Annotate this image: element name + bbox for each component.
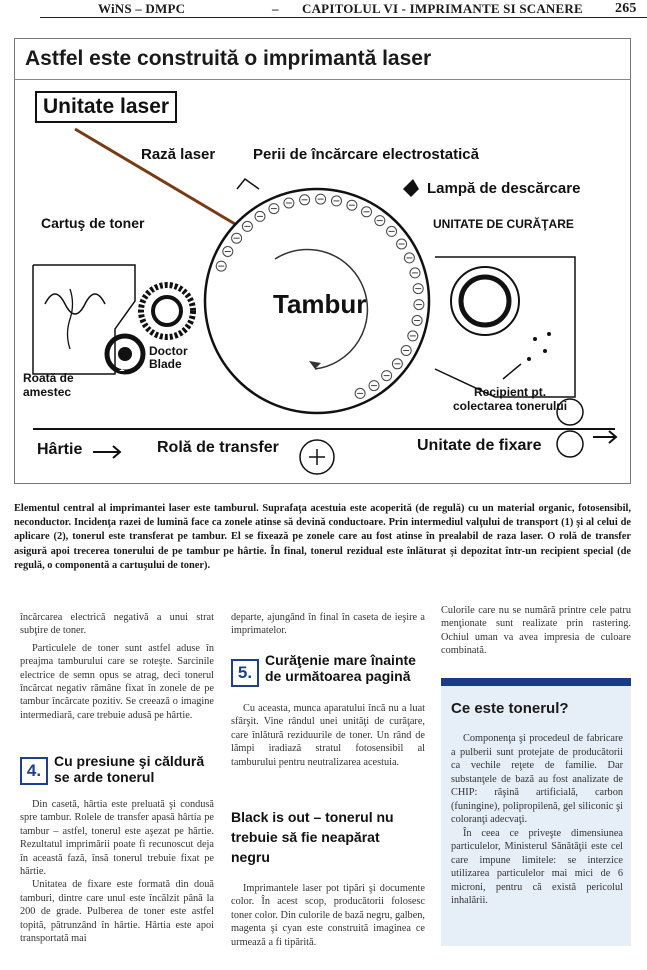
column-3 — [441, 604, 631, 658]
running-header — [40, 0, 647, 16]
paragraph: În ceea ce priveşte dimensiunea particulelor, Ministerul Sănătăţii este cel care impune limitele: se interzice utilizarea particulelor mai mici de 6 microni, pentru că există pericolul inhalării. — [451, 827, 623, 906]
application-roller — [141, 285, 193, 337]
sidebar-box — [441, 678, 631, 946]
section-number-5: 5. — [231, 659, 259, 687]
column-2-body-2 — [231, 882, 425, 949]
sidebar-body — [451, 732, 623, 908]
header-chapter: CAPITOLUL VI - IMPRIMANTE SI SCANERE — [302, 1, 583, 16]
figure-title: Astfel este construită o imprimantă laser — [25, 47, 432, 70]
column-1 — [20, 611, 214, 722]
laser-ray-line — [75, 129, 235, 224]
figure-caption: Elementul central al imprimantei laser este tamburul. Suprafaţa acestuia este acoperită (de regulă) cu un material organic, fotosensibil, neconductor. Incidenţa razei de lumină face ca zonele atinse să devină conductoare. Prin intermediul valţului de transport (1) şi al celui de aplicare (2), tonerul este transferat pe tambur. El se fixează pe zonele care au fost atinse în prealabil de raza laser. O rolă de transfer asigură apoi trecerea tonerului de pe tambur pe hârtie. În final, tonerul rezidual este înlăturat şi depozitat într-un recipient special (de regulă, o componentă a cartuşului de toner). — [14, 503, 631, 571]
paragraph: Unitatea de fixare este formată din două tamburi, dintre care unul este încălzit până la 200 de grade. Pulberea de toner este astfel topită, pătrunzând în hârtie. Hârtia este apoi transportată mai — [20, 879, 214, 945]
laser-unit-label: Unitate laser — [35, 91, 177, 123]
section-4-title: Cu presiune şi căldură se arde tonerul — [54, 753, 205, 785]
paragraph: Imprimantele laser pot tipări şi documente color. În acest scop, producătorii folosesc toner color. Din culorile de bază negru, galben, magenta şi cyan este construită imaginea ce urmează a fi tipărită. — [231, 883, 425, 948]
column-1-continued — [20, 798, 214, 945]
paragraph: Cu aceasta, munca aparatului încă nu a luat sfârşit. Vine rândul unei unităţi de curăţare, care înlătură reziduurile de toner. Un rând de lămpi iradiază stratul fotosensibil al tamburului pentru neutralizarea acestuia. — [231, 703, 425, 768]
charge-brushes-label: Perii de încărcare electrostatică — [253, 146, 479, 163]
paragraph: departe, ajungând în final în caseta de ieşire a imprimatelor. — [231, 612, 425, 637]
waste-arrow — [503, 364, 521, 379]
page-number: 265 — [615, 1, 637, 16]
header-rule — [40, 17, 647, 18]
column-2 — [231, 611, 425, 638]
fuser-unit-label: Unitate de fixare — [417, 437, 542, 454]
doctor-blade-label: Doctor Blade — [149, 344, 188, 371]
discharge-lamp-label: Lampă de descărcare — [427, 180, 581, 197]
cleaning-unit-outline — [435, 257, 575, 397]
paragraph: Componenţa şi procedeul de fabricare a pulberii sunt protejate de producătorii ca vechile reţete de familie. Dar substanţele de bază au fost analizate de CHIP: răşină artificială, carbon (funingine), polipropilenă, gel siliconic şi coloranţi adecvaţi. — [451, 733, 623, 825]
paper-label: Hârtie — [37, 441, 83, 458]
section-5-title: Curăţenie mare înainte de următoarea pagină — [265, 652, 416, 684]
header-separator: – — [272, 1, 279, 16]
sidebar-top-bar — [441, 678, 631, 686]
roller-number-1: 1 — [119, 363, 125, 374]
paragraph: Din casetă, hârtia este preluată şi condusă spre tambur. Rolele de transfer apasă hârtia pe tambur – astfel, tonerul este aşezat pe hârtie. Rezultatul imprimării poate fi recunoscut deja în această fază, însă tonerul trebuie fixat pe hârtie. — [20, 799, 214, 878]
section-number-4: 4. — [20, 757, 48, 785]
cleaning-unit-label: UNITATE DE CURĂŢARE — [433, 217, 574, 231]
laser-ray-label: Rază laser — [141, 146, 216, 163]
waste-container-label: Recipient pt. colectarea tonerului — [453, 385, 568, 413]
section-6-title: Black is out – tonerul nu trebuie să fie neapărat negru — [231, 809, 394, 865]
sidebar-title: Ce este tonerul? — [451, 700, 569, 717]
paragraph: încărcarea electrică negativă a unui strat subţire de toner. — [20, 612, 214, 637]
column-2-body — [231, 702, 425, 769]
toner-cartridge-label: Cartuş de toner — [41, 215, 145, 231]
drum-label: Tambur — [273, 289, 367, 319]
header-brand: WiNS – DMPC — [98, 1, 186, 16]
discharge-lamp-shape — [403, 179, 419, 197]
laser-printer-figure — [14, 38, 631, 484]
toner-wave — [45, 294, 105, 314]
transfer-roller-label: Rolă de transfer — [157, 439, 279, 456]
fuser-roller-bottom — [557, 431, 583, 457]
paragraph: Particulele de toner sunt astfel aduse în preajma tamburului care se roteşte. Sarcinile electrice de semn opus se atrag, deci tonerul încărcat negativ rămâne fixat în zonele de pe tambur încărcate pozitiv. Se creează o imagine intermediară, care trebuie adusă pe hârtie. — [20, 642, 214, 721]
roller-number-2: 2 — [161, 301, 167, 312]
charge-brush — [237, 179, 259, 189]
toner-wave-2 — [68, 289, 73, 349]
paragraph: Culorile care nu se numără printre cele patru menţionate sunt realizate prin rastering. Ochiul uman va avea impresia de culoare combinată. — [441, 605, 631, 657]
mixing-wheel-label: Roată de amestec — [23, 371, 74, 399]
